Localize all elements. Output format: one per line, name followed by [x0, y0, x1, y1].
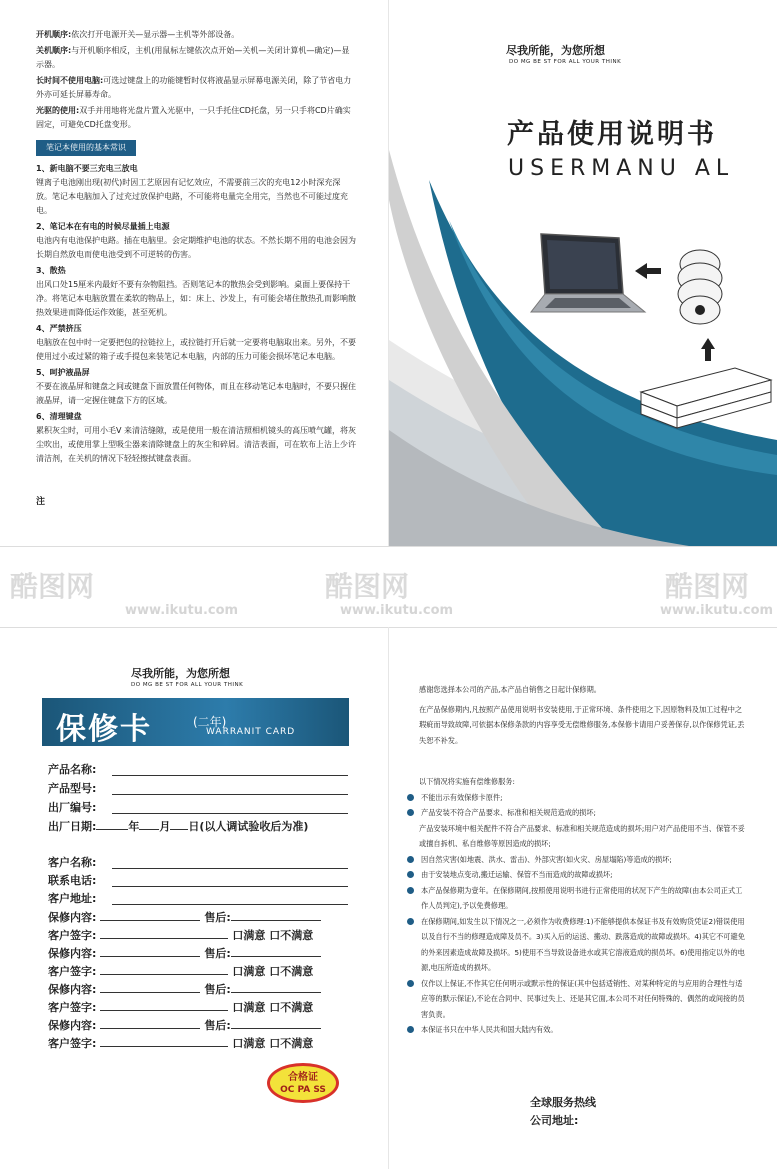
after-field[interactable]: [231, 992, 321, 993]
item-title: 2、笔记本在有电的时候尽量插上电源: [36, 222, 170, 231]
warranty-years: (二年): [193, 715, 227, 729]
after-field[interactable]: [231, 920, 321, 921]
note-label: 注: [36, 497, 46, 507]
item-title: 4、严禁挤压: [36, 324, 82, 333]
month-field[interactable]: [139, 829, 159, 830]
service-field[interactable]: [100, 992, 200, 993]
item-title: 6、清理键盘: [36, 412, 82, 421]
sign-label: 客户签字:: [48, 1001, 97, 1014]
arrow-up-icon: [701, 338, 715, 349]
fold-line-bottom: [388, 627, 389, 1169]
terms-paragraph: 在产品保修期内,凡按照产品使用说明书安装使用,于正常环境、条件使用之下,因原物料及加工过程中之瑕疵而导致故障,可依据本保修条款的内容享受无偿维修服务,本保修卡请用户妥善保存,以作保修凭证,丢失恕不补发。: [419, 704, 745, 745]
satisfied-option[interactable]: 口满意: [232, 1037, 266, 1050]
sign-field[interactable]: [100, 1046, 228, 1047]
cover-title-en: USERMANU AL: [508, 156, 735, 181]
watermark-logo: 酷图网: [665, 570, 750, 603]
satisfied-option[interactable]: 口满意: [232, 929, 266, 942]
item-text: 不要在液晶屏和键盘之间或键盘下面放置任何物体，而且在移动笔记本电脑时，不要只握住液晶屏，请一定握住键盘下方的区域。: [36, 382, 356, 405]
sign-label: 客户签字:: [48, 965, 97, 978]
warranty-title-en: WARRANIT CARD: [206, 727, 296, 737]
year-field[interactable]: [96, 829, 128, 830]
idle-text: 可选过键盘上的功能键暂时仅将液晶显示屏幕电源关闭，除了节省电力外亦可延长屏幕寿命。: [36, 76, 352, 99]
product-model-field[interactable]: [112, 793, 348, 795]
terms-intro: 感谢您选择本公司的产品,本产品自销售之日起计保修期。: [419, 685, 601, 694]
after-field[interactable]: [231, 1028, 321, 1029]
fold-line-top: [388, 0, 389, 546]
terms-paragraph: 以下情况将实施有偿维修服务:: [419, 777, 515, 786]
watermark-logo: 酷图网: [325, 570, 410, 603]
after-label: 售后:: [204, 1019, 231, 1032]
terms-bullet: 由于安装地点变动,搬迁运输、保管不当而造成的故障或损坏;: [419, 867, 749, 883]
item-text: 电脑放在包中时一定要把包的拉链拉上，或拉链打开后就一定要将电脑取出来。另外，不要使用过小或过紧的箱子或手提包来装笔记本电脑，内部的压力可能会损坏笔记本电脑。: [36, 338, 356, 361]
warranty-slogan: 尽我所能，为您所想: [131, 667, 230, 680]
service-label: 保修内容:: [48, 947, 97, 960]
watermark-url: www.ikutu.com: [125, 603, 239, 618]
item-text: 累积灰尘时，可用小毛V 来清洁缝隙，或是使用一般在清洁照相机镜头的高压喷气罐，将灰尘吹出，或使用掌上型吸尘器来清除键盘上的灰尘和碎屑。清洁表面，可在软布上沾上少许清洁剂，在关机的情况下轻轻擦拭键盘表面。: [36, 426, 357, 463]
field-label: 联系电话:: [48, 874, 97, 887]
unsatisfied-option[interactable]: 口不满意: [269, 929, 314, 942]
item-text: 电池内有电池保护电路。插在电脑里。会定期维护电池的状态。不然长期不用的电池会因为长期自然放电而使电池受到不可逆转的伤害。: [36, 236, 356, 259]
service-field[interactable]: [100, 1028, 200, 1029]
after-label: 售后:: [204, 911, 231, 924]
item-title: 3、散热: [36, 266, 66, 275]
warranty-terms: [419, 682, 749, 1038]
unsatisfied-option[interactable]: 口不满意: [269, 965, 314, 978]
arrow-left-icon: [635, 263, 647, 279]
disc-stack-illustration: [675, 248, 725, 328]
service-field[interactable]: [100, 920, 200, 921]
idle-heading: 长时间不使用电脑:: [36, 76, 104, 85]
satisfied-option[interactable]: 口满意: [232, 965, 266, 978]
startup-text: 依次打开电源开关—显示器—主机等外部设备。: [71, 30, 240, 39]
after-field[interactable]: [231, 956, 321, 957]
service-label: 保修内容:: [48, 983, 97, 996]
warranty-slogan-en: DO MG BE ST FOR ALL YOUR THINK: [131, 682, 244, 688]
customer-name-field[interactable]: [112, 867, 348, 869]
satisfied-option[interactable]: 口满意: [232, 1001, 266, 1014]
item-title: 5、呵护液晶屏: [36, 368, 90, 377]
box-illustration: [637, 366, 777, 436]
watermark-url: www.ikutu.com: [340, 603, 454, 618]
sign-field[interactable]: [100, 1010, 228, 1011]
qc-pass-seal: [267, 1063, 339, 1103]
startup-heading: 开机顺序:: [36, 30, 72, 39]
terms-bullet: 在保修期间,如发生以下情况之一,必须作为收费修理:1)不能够提供本保证书及有效购货凭证2)错误使用以及自行不当的修理造成障及员不。3)买入后的运送、搬动、跌落造成的故障或损坏。4)其它不可避免的外来因素造成故障及损坏。5)使用不当导致设备进水或其它溶液造成的损员坏。6)使用指定以外的电源,电压所造成的损坏。: [419, 914, 749, 976]
watermark-logo: 酷图网: [10, 570, 95, 603]
cover-slogan: 尽我所能，为您所想: [506, 44, 605, 57]
manual-text: [36, 28, 356, 468]
after-label: 售后:: [204, 983, 231, 996]
sign-field[interactable]: [100, 938, 228, 939]
arrow-up-shaft: [705, 349, 711, 361]
sign-label: 客户签字:: [48, 1037, 97, 1050]
seal-text: 合格证: [288, 1072, 318, 1083]
shutdown-heading: 关机顺序:: [36, 46, 72, 55]
field-label: 出厂编号:: [48, 801, 97, 814]
service-label: 保修内容:: [48, 911, 97, 924]
service-label: 保修内容:: [48, 1019, 97, 1032]
terms-bullet: 本保证书只在中华人民共和国大陆内有效。: [419, 1022, 749, 1038]
cover-title: 产品使用说明书: [507, 119, 717, 150]
laptop-illustration: [527, 232, 647, 322]
field-label: 产品名称:: [48, 763, 97, 776]
manual-page-left: [0, 0, 388, 546]
terms-bullet: 因自然灾害(如地震、洪水、雷击)、外部灾害(如火灾、房屋塌陷)等造成的损坏;: [419, 852, 749, 868]
warranty-title: 保修卡: [56, 712, 152, 747]
page-divider: [0, 546, 777, 628]
shutdown-text: 与开机顺序相反，主机(用鼠标左键依次点开始—关机—关闭计算机—确定)—显示器。: [36, 46, 350, 69]
item-text: 锂离子电池刚出现(初代)时因工艺原因有记忆效应，不需要前三次的充电12小时深充深放。笔记本电脑加入了过充过放保护电路，不可能将电量完全用完，当然也不可能过度充电。: [36, 178, 348, 215]
item-title: 1、新电脑不要三充电三放电: [36, 164, 138, 173]
hotline-label: 全球服务热线: [530, 1096, 596, 1109]
arrow-left-shaft: [647, 268, 661, 274]
section-header: 笔记本使用的基本常识: [36, 140, 136, 156]
sign-label: 客户签字:: [48, 929, 97, 942]
date-day: 日(以人调试验收后为准): [188, 820, 309, 833]
serial-number-field[interactable]: [112, 812, 348, 814]
customer-address-field[interactable]: [112, 903, 348, 905]
date-month: 月: [159, 820, 171, 833]
unsatisfied-option[interactable]: 口不满意: [269, 1037, 314, 1050]
field-label: 产品型号:: [48, 782, 97, 795]
watermark-url: www.ikutu.com: [660, 603, 774, 618]
date-row: [48, 818, 308, 834]
sign-field[interactable]: [100, 974, 228, 975]
address-label: 公司地址:: [530, 1114, 579, 1127]
after-label: 售后:: [204, 947, 231, 960]
terms-bullet: 产品安装不符合产品要求、标准和相关规范造成的损坏;: [419, 805, 749, 821]
terms-bullet: 仅作以上保证,不作其它任何明示或默示性的保证(其中包括适销性、对某种特定的与应用的合理性与适应等的默示保证),不论在合同中、民事过失上、还是其它面,本公司不对任何特殊的、偶然的或间接的员害负责。: [419, 976, 749, 1023]
cd-heading: 光驱的使用:: [36, 106, 80, 115]
cd-text: 双手并用地将光盘片置入光驱中，一只手托住CD托盘，另一只手将CD片确实固定，可避免CD托盘变形。: [36, 106, 351, 129]
product-name-field[interactable]: [112, 774, 348, 776]
day-field[interactable]: [170, 829, 188, 830]
customer-phone-field[interactable]: [112, 885, 348, 887]
seal-text-en: OC PA SS: [280, 1085, 326, 1095]
service-field[interactable]: [100, 956, 200, 957]
item-text: 出风口处15厘米内最好不要有杂物阻挡。否则笔记本的散热会受到影响。桌面上要保持干净。将笔记本电脑放置在柔软的物品上，如：床上、沙发上，有可能会堵住散热孔而影响散热效果进而降低运作效能，甚至死机。: [36, 280, 356, 317]
unsatisfied-option[interactable]: 口不满意: [269, 1001, 314, 1014]
terms-bullet: 本产品保修期为壹年。在保修期间,按照使用说明书进行正常使用的状况下产生的故障(由本公司正式工作人员判定),予以免费修理。: [419, 883, 749, 914]
terms-paragraph: 产品安装环境中相关配件不符合产品要求、标准和相关规范造成的损坏;用户对产品使用不当、保管不妥或擅自拆机、私自维修等原因造成的损坏;: [419, 823, 745, 848]
field-label: 客户地址:: [48, 892, 97, 905]
date-label: 出厂日期:: [48, 820, 97, 833]
field-label: 客户名称:: [48, 856, 97, 869]
manual-cover: [389, 0, 777, 546]
cover-slogan-en: DO MG BE ST FOR ALL YOUR THINK: [509, 59, 622, 65]
terms-bullet: 不能出示有效保修卡原件;: [419, 790, 749, 806]
date-year: 年: [128, 820, 140, 833]
warranty-banner: [42, 698, 349, 746]
